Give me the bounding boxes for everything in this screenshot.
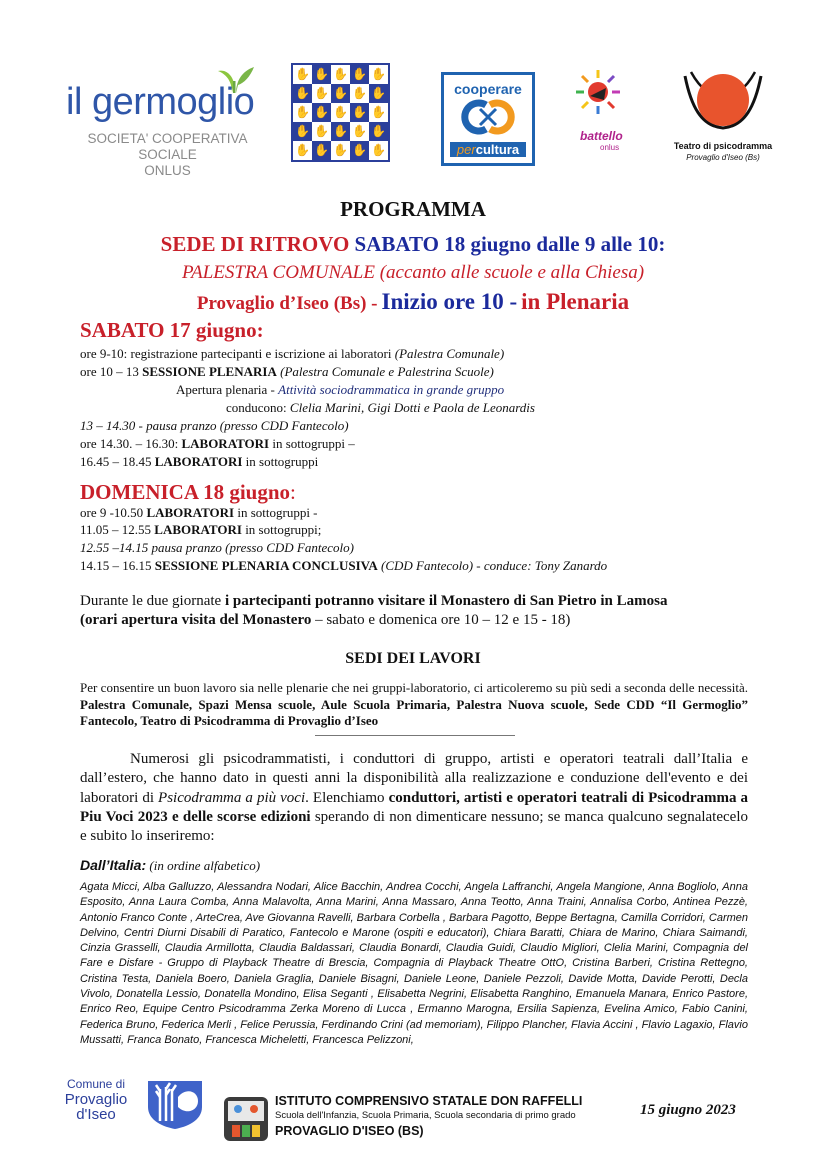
text: ore 14.30. – 16.30: [80,436,182,451]
battello-logo [570,68,630,158]
school-info [275,1093,582,1139]
hand-icon: ✋ [331,103,350,122]
hand-icon: ✋ [350,65,369,84]
hand-icon: ✋ [293,103,312,122]
text: 14.15 – 16.15 [80,558,155,573]
teatro-logo [668,66,778,166]
sun-icon [574,68,630,121]
text: conduttori, artisti e operatori teatrali di Psicodramma a Piu Voci 2023 e delle scorse edizioni [80,789,749,825]
text: in sottogruppi; [241,522,322,537]
sabato-line-2 [80,363,494,381]
text: conducono: [226,400,290,415]
hands-logo [291,63,390,162]
text: Apertura plenaria - [176,382,279,397]
hand-icon: ✋ [293,122,312,141]
italia-title [80,857,260,875]
cooperare-logo [441,72,535,166]
hand-icon: ✋ [312,103,331,122]
sedi-paragraph [80,680,748,730]
germoglio-line1: SOCIETA' COOPERATIVA SOCIALE [87,131,248,162]
coat-of-arms-icon [142,1077,208,1134]
text: i partecipanti potranno visitare il Monastero di San Pietro in Lamosa [224,593,668,609]
hand-icon: ✋ [293,65,312,84]
text: : [290,480,296,504]
comune-logo [60,1077,220,1137]
cooperare-title: cooperare [454,81,522,97]
provaglio-label: Provaglio d’Iseo (Bs) - [196,293,378,314]
text: 16.45 – 18.45 [80,454,155,469]
text: LABORATORI [146,505,235,520]
hand-icon: ✋ [350,141,369,160]
text: in sottogruppi - [234,505,318,520]
school-name: ISTITUTO COMPRENSIVO STATALE DON RAFFELLI [275,1094,583,1108]
eye-mask-icon [681,66,778,139]
hand-icon: ✋ [350,84,369,103]
hand-icon: ✋ [293,84,312,103]
cooperare-cultura: cultura [475,142,520,157]
italia-names: Agata Micci, Alba Galluzzo, Alessandra Nodari, Alice Bacchin, Andrea Cocchi, Angela Laffranchi, Angela Mangione, Anna Bogliolo, Anna Esposito, Anna Laura Comba, Anna Malavolta, Anna Marini, Anna Massaro, Anna Teotto, Anna Traini, Annalisa Corbo, Antinea Pezzè, Antonio Franco Conte , ArteCrea, Ave Giovanna Ravelli, Barbara Corbella , Barbara Pagotto, Beppe Bertagna, Camilla Corridori, Carmen Delvino, Centri Diurni Disabili di Paratico, Fantecolo e Marone (ospiti e educatori), Chiara Baratti, Chiara de Marino, Chiara Saimandi, Cinzia Grasselli, Claudia Armillotta, Claudia Baldassari, Claudia Bonardi, Claudia Guidi, Claudio Migliori, Clelia Marini, Compagnia del Fare e Disfare - Gruppo di Playback Theatre di Brescia, Compagnia di Playback Theatre OttO, Cristina Barberi, Cristina Rettegno, Cristina Testa, Daniela Boero, Daniela Graglia, Daniele Bisagni, Daniele Leone, Daniele Pezzoli, Davide Motta, Davide Perotti, Decla Vivolo, Donatella Lessio, Donatella Mondino, Elisa Seganti , Elisabetta Negrini, Elisabetta Ranghino, Emanuela Manara, Enrico Pastore, Enrico Reo, Equipe Centro Psicodramma Zerka Moreno di Lucca , Ermanno Marogna, Ersilia Sapienza, Evelina Amico, Fabio Canini, Federica Bruno, Federica Merli , Felice Perussia, Ferdinando Crini (ad memoriam), Filippo Plancher, Flavia Accini , Flavio Lagaxio, Flavio Mussatti, Franca Bonato, Francesca Micheletti, Francesca Pelizzoni, [80,881,748,1046]
hand-icon: ✋ [331,141,350,160]
plenaria-label: in Plenaria [521,289,630,314]
school-place: PROVAGLIO D'ISEO (BS) [275,1124,424,1138]
text: (in ordine alfabetico) [146,858,261,873]
germoglio-subtitle [60,131,275,179]
hand-icon: ✋ [331,65,350,84]
hand-icon: ✋ [312,122,331,141]
palestra-line: PALESTRA COMUNALE (accanto alle scuole e alla Chiesa) [181,262,645,283]
sabato-line-3 [176,381,504,399]
hand-icon: ✋ [312,141,331,160]
teatro-place: Provaglio d'Iseo (Bs) [686,153,760,162]
domenica-title [80,480,296,505]
hand-icon: ✋ [369,84,388,103]
germoglio-logo [60,65,275,178]
ritrovo-label: SEDE DI RITROVO [160,232,350,256]
monastero-paragraph [80,592,760,630]
text: LABORATORI [181,436,270,451]
text: LABORATORI [154,454,243,469]
sabato-line-5 [80,417,349,435]
text: LABORATORI [154,522,242,537]
text: SESSIONE PLENARIA [142,364,277,379]
text: (orari apertura visita del Monastero [80,612,312,628]
hand-icon: ✋ [369,103,388,122]
text: SESSIONE PLENARIA CONCLUSIVA [154,558,378,573]
hand-icon: ✋ [350,122,369,141]
text: (Palestra Comunale) [394,346,505,361]
text: (Palestra Comunale e Palestrina Scuole) [276,364,494,379]
teatro-name: Teatro di psicodramma [673,141,773,151]
text: DOMENICA 18 giugno [80,480,291,504]
hand-icon: ✋ [331,122,350,141]
text: – sabato e domenica ore 10 – 12 e 15 - 18) [311,612,571,628]
text: (CDD Fantecolo) - conduce: [377,558,535,573]
intro-paragraph [80,750,748,846]
inizio-label: Inizio ore 10 - [381,289,518,314]
hand-icon: ✋ [293,141,312,160]
hand-icon: ✋ [312,65,331,84]
battello-name: battello [580,129,623,143]
ritrovo-line [0,232,826,257]
hand-icon: ✋ [369,141,388,160]
text: sperando di non dimenticare nessuno; se manca qualcuno segnalatecelo e subito lo inseriremo: [80,808,748,845]
sabato-line-1 [80,345,504,363]
domenica-line-1 [80,504,318,522]
text: 11.05 – 12.55 [80,522,155,537]
sabato-title: SABATO 17 giugno: [80,318,264,342]
text: Clelia Marini, Gigi Dotti e Paola de Leonardis [289,400,535,415]
comune-line3: d'Iseo [76,1106,116,1123]
germoglio-name: il germoglio [66,81,255,123]
text: Palestra Comunale, Spazi Mensa scuole, Aule Scuola Primaria, Palestra Nuova scuole, Sede CDD “Il Germoglio” Fantecolo, Teatro di Psicodramma di Provaglio d’Iseo [80,696,748,728]
comune-line2: Provaglio [64,1091,128,1108]
text: Per consentire un buon lavoro sia nelle plenarie che nei gruppi-laboratorio, ci articoleremo su più sedi a seconda delle necessità. [80,680,748,695]
school-levels: Scuola dell'Infanzia, Scuola Primaria, Scuola secondaria di primo grado [275,1110,576,1121]
sedi-title: SEDI DEI LAVORI [345,650,481,667]
text: . Elenchiamo [305,789,389,806]
germoglio-line2: ONLUS [144,163,191,178]
text: 12.55 –14.15 pausa pranzo (presso CDD Fantecolo) [80,540,354,555]
text: ore 9 -10.50 [80,505,147,520]
cc-icon [444,99,532,140]
sabato-line-7 [80,453,318,471]
ritrovo-date: SABATO 18 giugno dalle 9 alle 10: [354,232,666,256]
text: Attività sociodrammatica in grande gruppo [278,382,505,397]
school-logo [222,1095,270,1143]
text: Dall’Italia: [80,857,147,873]
programma-title: PROGRAMMA [340,197,486,221]
document-date: 15 giugno 2023 [640,1102,736,1118]
domenica-line-3 [80,539,354,557]
hand-icon: ✋ [331,84,350,103]
provaglio-line [0,289,826,315]
sabato-line-4 [226,399,535,417]
hand-icon: ✋ [312,84,331,103]
text: ore 9-10: registrazione partecipanti e iscrizione ai laboratori [80,346,395,361]
text: 13 – 14.30 - pausa pranzo (presso CDD Fantecolo) [80,418,349,433]
hand-icon: ✋ [369,122,388,141]
text: Psicodramma a più voci [158,789,306,806]
text: ore 10 – 13 [80,364,143,379]
sabato-line-6 [80,435,355,453]
domenica-line-4 [80,557,607,575]
text: Durante le due giornate [80,593,225,609]
text: Tony Zanardo [534,558,608,573]
text: in sottogruppi [242,454,319,469]
battello-sub: onlus [600,143,620,152]
text: in sottogruppi – [269,436,355,451]
domenica-line-2 [80,521,321,539]
separator-line [315,735,515,736]
text: Numerosi gli psicodrammatisti, i conduttori di gruppo, artisti e operatori teatrali dall’Italia e dall’estero, che hanno dato in questi anni la disponibilità alla realizzazione e conduzione dell'evento e dei laboratori di [80,751,748,806]
cooperare-per: per [456,142,476,157]
comune-line1: Comune di [66,1077,126,1091]
hand-icon: ✋ [369,65,388,84]
hand-icon: ✋ [350,103,369,122]
